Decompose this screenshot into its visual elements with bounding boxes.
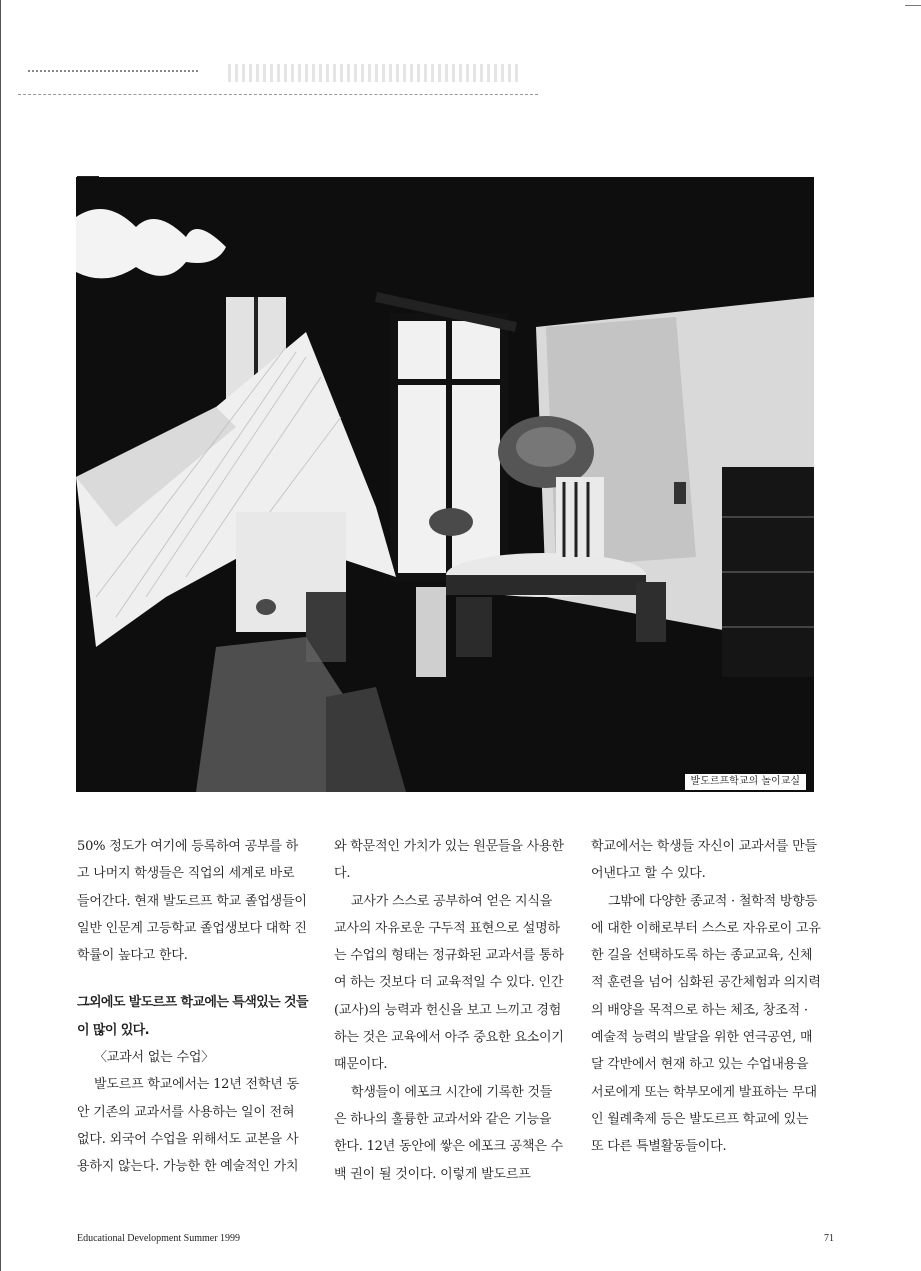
text-column-2 — [334, 833, 564, 1188]
paragraph: 발도르프 학교에서는 12년 전학년 동안 기존의 교과서를 사용하는 일이 전혀 없다. 외국어 수업을 위해서도 교본을 사용하지 않는다. 가능한 한 예술적인 가치 — [77, 1077, 299, 1175]
page-number: 71 — [824, 1233, 834, 1244]
subheading: 〈교과서 없는 수업〉 — [94, 1050, 214, 1066]
classroom-photo — [76, 177, 814, 792]
paragraph: 와 학문적인 가치가 있는 원문들을 사용한다. — [334, 839, 564, 882]
text-column-1 — [77, 833, 309, 1181]
section-heading: 그외에도 발도르프 학교에는 특색있는 것들이 많이 있다. — [77, 995, 308, 1038]
paragraph: 학생들이 에포크 시간에 기록한 것들은 하나의 훌륭한 교과서와 같은 기능을 한다. 12년 동안에 쌓은 에포크 공책은 수백 권이 될 것이다. 이렇게 발도르프 — [334, 1084, 564, 1182]
top-rule — [905, 5, 921, 6]
page-edge-line — [0, 0, 1, 1271]
paragraph: 50% 정도가 여기에 등록하여 공부를 하고 나머지 학생들은 직업의 세계로 바로 들어간다. 현재 발도르프 학교 졸업생들이 일반 인문계 고등학교 졸업생보다 대학 진학률이 높다고 한다. — [77, 839, 307, 964]
paragraph: 학교에서는 학생들 자신이 교과서를 만들어낸다고 할 수 있다. — [591, 839, 817, 882]
text-column-3 — [591, 833, 823, 1161]
footer-publication: Educational Development Summer 1999 — [77, 1233, 241, 1244]
header-scan-artifact — [18, 62, 538, 102]
photo-caption: 발도르프학교의 놀이교실 — [685, 774, 806, 790]
paragraph: 그밖에 다양한 종교적 · 철학적 방향등에 대한 이해로부터 스스로 자유로이 고유한 길을 선택하도록 하는 종교교육, 신체적 훈련을 넘어 심화된 공간체험과 의지력의 배양을 목적으로 하는 체조, 창조적 · 예술적 능력의 발달을 위한 연극공연, 매달 각반에서 현재 하고 있는 수업내용을 서로에게 또는 학부모에게 발표하는 무대인 월례축제 등은 발도르프 학교에 있는 또 다른 특별활동들이다. — [591, 893, 821, 1155]
classroom-photo-illustration — [76, 177, 814, 792]
paragraph: 교사가 스스로 공부하여 얻은 지식을 교사의 자유로운 구두적 표현으로 설명하는 수업의 형태는 정규화된 교과서를 통하여 하는 것보다 더 교육적일 수 있다. 인간(교사)의 능력과 헌신을 보고 느끼고 경험하는 것은 교육에서 아주 중요한 요소이기 때문이다. — [334, 893, 564, 1073]
